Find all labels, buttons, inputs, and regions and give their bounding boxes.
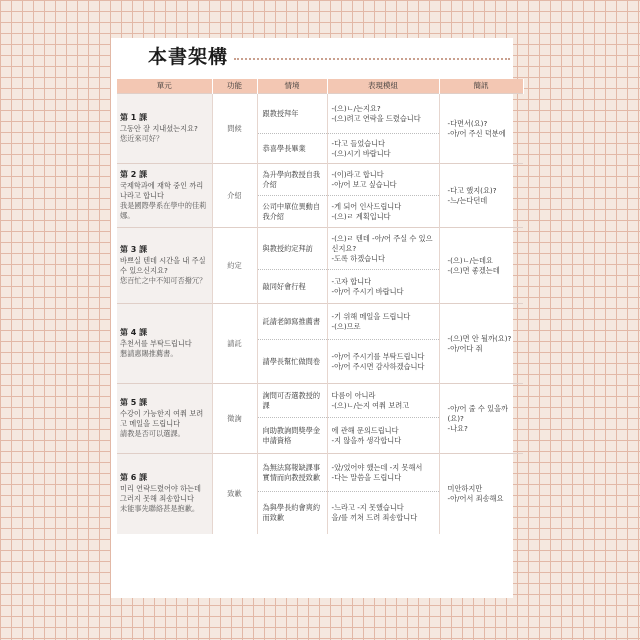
lesson-title-chinese: 請教是否可以選課。 <box>120 429 185 438</box>
header-function: 功能 <box>212 79 257 94</box>
expression-line: -(으)려고 연락을 드렸습니다 <box>331 113 421 123</box>
unit-cell <box>117 454 212 534</box>
note-cell <box>439 94 523 164</box>
expression-line: -(으)ㄹ 텐데 -아/어 주실 수 있으신지요? <box>331 233 433 253</box>
unit-cell <box>117 164 212 228</box>
unit-cell <box>117 94 212 164</box>
situation-cell: 詢問可否選教授的課 <box>257 384 327 418</box>
lesson-title-korean: 수강이 가능한지 여쭤 보려고 메일을 드립니다 <box>120 409 204 428</box>
expression-line: -도록 하겠습니다 <box>331 253 385 263</box>
lesson-title-korean: 그동안 잘 지내셨는지요? <box>120 124 198 133</box>
situation-cell: 向助教詢問獎學金申請資格 <box>257 418 327 454</box>
lesson-number: 第 6 課 <box>120 473 148 483</box>
expression-line: 다름이 아니라 <box>331 390 376 400</box>
note-line: 미안하지만 <box>447 483 483 493</box>
note-line: -다고 했지(요)? <box>447 185 497 195</box>
expression-cell <box>327 134 439 164</box>
expression-cell <box>327 340 439 384</box>
lesson-number: 第 2 課 <box>120 170 148 179</box>
expression-line: -기 위해 메일을 드립니다 <box>331 311 411 321</box>
situation-cell: 為無法寫報缺課事實情而向教授致歉 <box>257 454 327 492</box>
note-line: -다면서(요)? <box>447 118 488 128</box>
situation-cell: 跟教授拜年 <box>257 94 327 134</box>
expression-line: -다는 말씀을 드립니다 <box>331 472 402 482</box>
expression-cell <box>327 454 439 492</box>
lesson-title-chinese: 未能事先聯絡甚是抱歉。 <box>120 504 200 514</box>
situation-cell: 公司中單位異動自我介紹 <box>257 196 327 228</box>
unit-cell <box>117 304 212 384</box>
note-line: -(으)ㄴ/는데요 <box>447 255 493 265</box>
note-cell <box>439 164 523 228</box>
structure-table <box>117 79 524 534</box>
function-cell: 徵詢 <box>212 384 257 454</box>
expression-cell <box>327 418 439 454</box>
note-cell <box>439 454 523 534</box>
expression-line: -지 않을까 생각합니다 <box>331 435 402 445</box>
expression-line: 에 관해 문의드립니다 <box>331 425 399 435</box>
note-line: -나요? <box>447 423 468 433</box>
expression-line: -(으)ㄴ/는지요? <box>331 103 381 113</box>
function-cell: 介紹 <box>212 164 257 228</box>
situation-cell: 為與學長約會爽約而致歉 <box>257 492 327 534</box>
situation-cell: 敲同好會行程 <box>257 270 327 304</box>
expression-cell <box>327 270 439 304</box>
table-row <box>117 164 523 196</box>
unit-cell <box>117 228 212 304</box>
note-cell <box>439 384 523 454</box>
situation-cell: 請學長幫忙做問卷 <box>257 340 327 384</box>
expression-cell <box>327 228 439 270</box>
expression-cell <box>327 196 439 228</box>
lesson-title-korean: 국제학과에 재학 중인 까리나라고 합니다 <box>120 181 204 200</box>
situation-cell: 與教授約定拜訪 <box>257 228 327 270</box>
note-line: -아/어 주신 덕분에 <box>447 128 506 138</box>
lesson-number: 第 5 課 <box>120 398 148 407</box>
expression-line: 을/를 끼쳐 드려 죄송합니다 <box>331 512 418 522</box>
lesson-title-chinese: 懇請惠賜推薦書。 <box>120 349 178 358</box>
function-cell: 致歉 <box>212 454 257 534</box>
expression-line: -아/어 주시기 바랍니다 <box>331 286 404 296</box>
expression-line: -(으)ㄴ/는지 여쭤 보려고 <box>331 400 410 410</box>
lesson-title-chinese: 我是國際學系在學中的佳莉娜。 <box>120 201 207 220</box>
title-dotted-rule <box>234 58 510 60</box>
title-block <box>148 42 510 72</box>
note-line: -(으)면 안 될까(요)? <box>447 333 512 343</box>
expression-cell <box>327 384 439 418</box>
situation-cell: 為升學向教授自我介紹 <box>257 164 327 196</box>
lesson-number: 第 3 課 <box>120 245 148 254</box>
expression-line: -다고 들었습니다 <box>331 138 385 148</box>
expression-line: -았/었어야 했는데 -지 못해서 <box>331 462 423 472</box>
lesson-title-chinese: 您百忙之中不知可否撥冗？ <box>120 276 207 285</box>
note-line: -(으)면 좋겠는데 <box>447 265 500 275</box>
header-expression: 表現模組 <box>327 79 439 94</box>
note-line: -느/는다던데 <box>447 195 488 205</box>
header-situation: 情境 <box>257 79 327 94</box>
note-line: -아/어 줄 수 있을까(요)? <box>447 403 508 423</box>
expression-line: -(이)라고 합니다 <box>331 169 384 179</box>
header-note: 簡訊 <box>439 79 523 94</box>
situation-cell: 託請老師寫推薦書 <box>257 304 327 340</box>
lesson-title-korean: 추천서를 부탁드립니다 <box>120 339 192 348</box>
lesson-title-korean: 바쁘실 텐데 시간을 내 주실 수 있으신지요? <box>120 256 206 275</box>
table-header-row <box>117 79 523 94</box>
expression-cell <box>327 304 439 340</box>
note-cell <box>439 228 523 304</box>
table-row <box>117 304 523 340</box>
note-line: -아/어다 줘 <box>447 343 483 353</box>
note-line: -아/어서 죄송해요 <box>447 493 504 503</box>
table-row <box>117 94 523 134</box>
page-title: 本書架構 <box>148 46 229 68</box>
function-cell: 約定 <box>212 228 257 304</box>
expression-line: -고자 합니다 <box>331 276 372 286</box>
table-row <box>117 384 523 418</box>
expression-line: -느라고 -지 못했습니다 <box>331 502 404 512</box>
expression-line: -아/어 주시기를 부탁드립니다 <box>331 351 425 361</box>
header-unit: 單元 <box>117 79 212 94</box>
note-cell <box>439 304 523 384</box>
expression-cell <box>327 492 439 534</box>
lesson-number: 第 1 課 <box>120 113 148 122</box>
lesson-title-korean: 미리 연락드렸어야 하는데 그러지 못해 죄송합니다 <box>120 484 201 504</box>
function-cell: 請託 <box>212 304 257 384</box>
unit-cell <box>117 384 212 454</box>
lesson-title-chinese: 您近來可好？ <box>120 134 164 143</box>
expression-line: -아/어 주시면 감사하겠습니다 <box>331 361 425 371</box>
expression-cell <box>327 94 439 134</box>
expression-line: -(으)ㄹ 계획입니다 <box>331 211 391 221</box>
lesson-number: 第 4 課 <box>120 328 148 337</box>
table-row <box>117 454 523 492</box>
expression-line: -게 되어 인사드립니다 <box>331 201 402 211</box>
expression-line: -(으)므로 <box>331 321 361 331</box>
situation-cell: 恭喜學長畢業 <box>257 134 327 164</box>
expression-line: -아/어 보고 싶습니다 <box>331 179 397 189</box>
table-row <box>117 228 523 270</box>
expression-cell <box>327 164 439 196</box>
expression-line: -(으)시기 바랍니다 <box>331 148 391 158</box>
function-cell: 問候 <box>212 94 257 164</box>
